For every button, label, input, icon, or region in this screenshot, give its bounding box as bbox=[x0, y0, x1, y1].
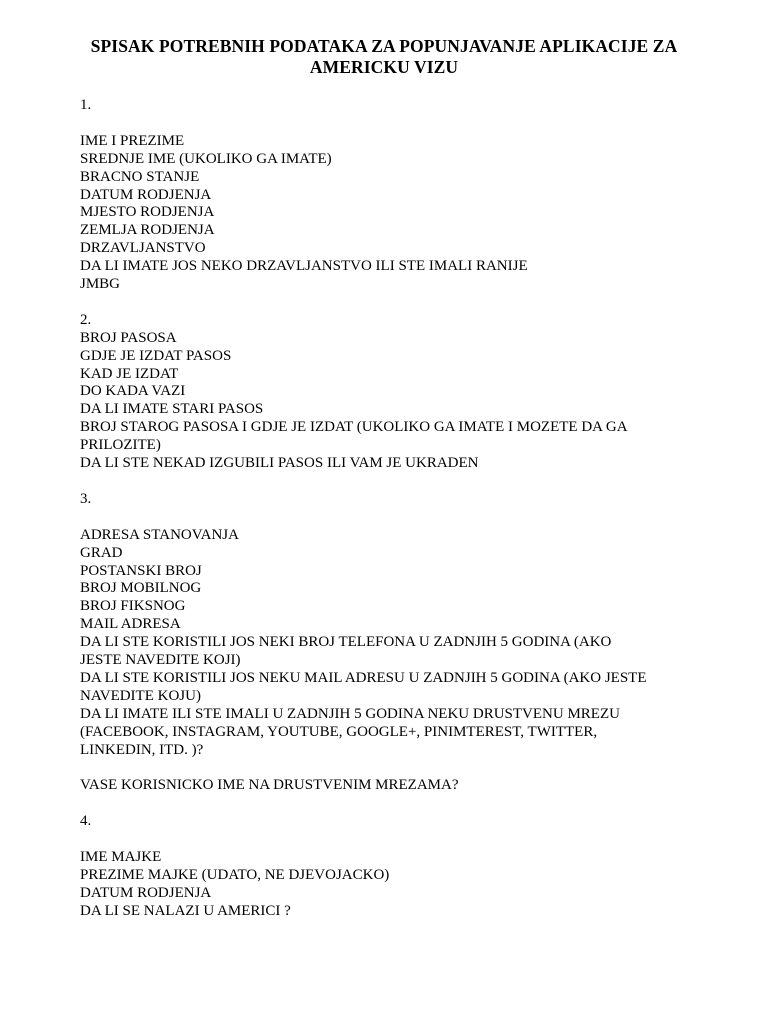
blank-line bbox=[80, 795, 670, 813]
blank-line bbox=[80, 759, 670, 777]
list-item: KAD JE IZDAT bbox=[80, 365, 179, 382]
list-item: ADRESA STANOVANJA bbox=[80, 526, 239, 543]
list-item: GDJE JE IZDAT PASOS bbox=[80, 347, 232, 364]
list-item: DA LI STE NEKAD IZGUBILI PASOS ILI VAM JE UKRADEN bbox=[80, 455, 479, 472]
list-item: NAVEDITE KOJU) bbox=[80, 687, 201, 704]
list-item: SREDNJE IME (UKOLIKO GA IMATE) bbox=[80, 150, 332, 167]
blank-line bbox=[80, 473, 670, 491]
list-item: BROJ FIKSNOG bbox=[80, 598, 186, 615]
list-item: DA LI IMATE STARI PASOS bbox=[80, 401, 264, 418]
blank-line bbox=[80, 294, 670, 312]
list-item: DO KADA VAZI bbox=[80, 383, 186, 400]
document-body bbox=[80, 97, 670, 921]
list-item: MAIL ADRESA bbox=[80, 616, 181, 633]
list-item: (FACEBOOK, INSTAGRAM, YOUTUBE, GOOGLE+, PINIMTEREST, TWITTER, bbox=[80, 723, 598, 740]
document-title bbox=[40, 36, 728, 78]
list-item: VASE KORISNICKO IME NA DRUSTVENIM MREZAMA? bbox=[80, 777, 459, 794]
list-item: DATUM RODJENJA bbox=[80, 884, 212, 901]
section-number: 1. bbox=[80, 97, 92, 113]
list-item: IME MAJKE bbox=[80, 848, 162, 865]
list-item: JESTE NAVEDITE KOJI) bbox=[80, 652, 241, 669]
list-item: JMBG bbox=[80, 276, 121, 293]
list-item: POSTANSKI BROJ bbox=[80, 562, 202, 579]
title-line: AMERICKU VIZU bbox=[309, 57, 459, 77]
list-item: DA LI SE NALAZI U AMERICI ? bbox=[80, 902, 291, 919]
list-item: BRACNO STANJE bbox=[80, 168, 200, 185]
list-item: DATUM RODJENJA bbox=[80, 186, 212, 203]
list-item: BROJ MOBILNOG bbox=[80, 580, 202, 597]
section-number: 3. bbox=[80, 490, 92, 507]
list-item: GRAD bbox=[80, 544, 123, 561]
list-item: DRZAVLJANSTVO bbox=[80, 240, 206, 257]
list-item: DA LI IMATE JOS NEKO DRZAVLJANSTVO ILI STE IMALI RANIJE bbox=[80, 258, 528, 275]
list-item: MJESTO RODJENJA bbox=[80, 204, 215, 221]
blank-line bbox=[80, 509, 670, 527]
list-item: BROJ STAROG PASOSA I GDJE JE IZDAT (UKOLIKO GA IMATE I MOZETE DA GA bbox=[80, 419, 628, 436]
list-item: DA LI STE KORISTILI JOS NEKI BROJ TELEFONA U ZADNJIH 5 GODINA (AKO bbox=[80, 634, 612, 651]
list-item: ZEMLJA RODJENJA bbox=[80, 222, 215, 239]
blank-line bbox=[80, 115, 670, 133]
blank-line bbox=[80, 831, 670, 849]
title-line: SPISAK POTREBNIH PODATAKA ZA POPUNJAVANJE APLIKACIJE ZA bbox=[90, 36, 678, 56]
list-item: BROJ PASOSA bbox=[80, 329, 177, 346]
list-item: PREZIME MAJKE (UDATO, NE DJEVOJACKO) bbox=[80, 866, 390, 883]
list-item: PRILOZITE) bbox=[80, 437, 161, 454]
list-item: LINKEDIN, ITD. )? bbox=[80, 741, 204, 758]
section-number: 2. bbox=[80, 311, 92, 328]
list-item: IME I PREZIME bbox=[80, 132, 185, 149]
list-item: DA LI STE KORISTILI JOS NEKU MAIL ADRESU U ZADNJIH 5 GODINA (AKO JESTE bbox=[80, 669, 647, 686]
section-number: 4. bbox=[80, 813, 92, 830]
list-item: DA LI IMATE ILI STE IMALI U ZADNJIH 5 GODINA NEKU DRUSTVENU MREZU bbox=[80, 705, 620, 722]
